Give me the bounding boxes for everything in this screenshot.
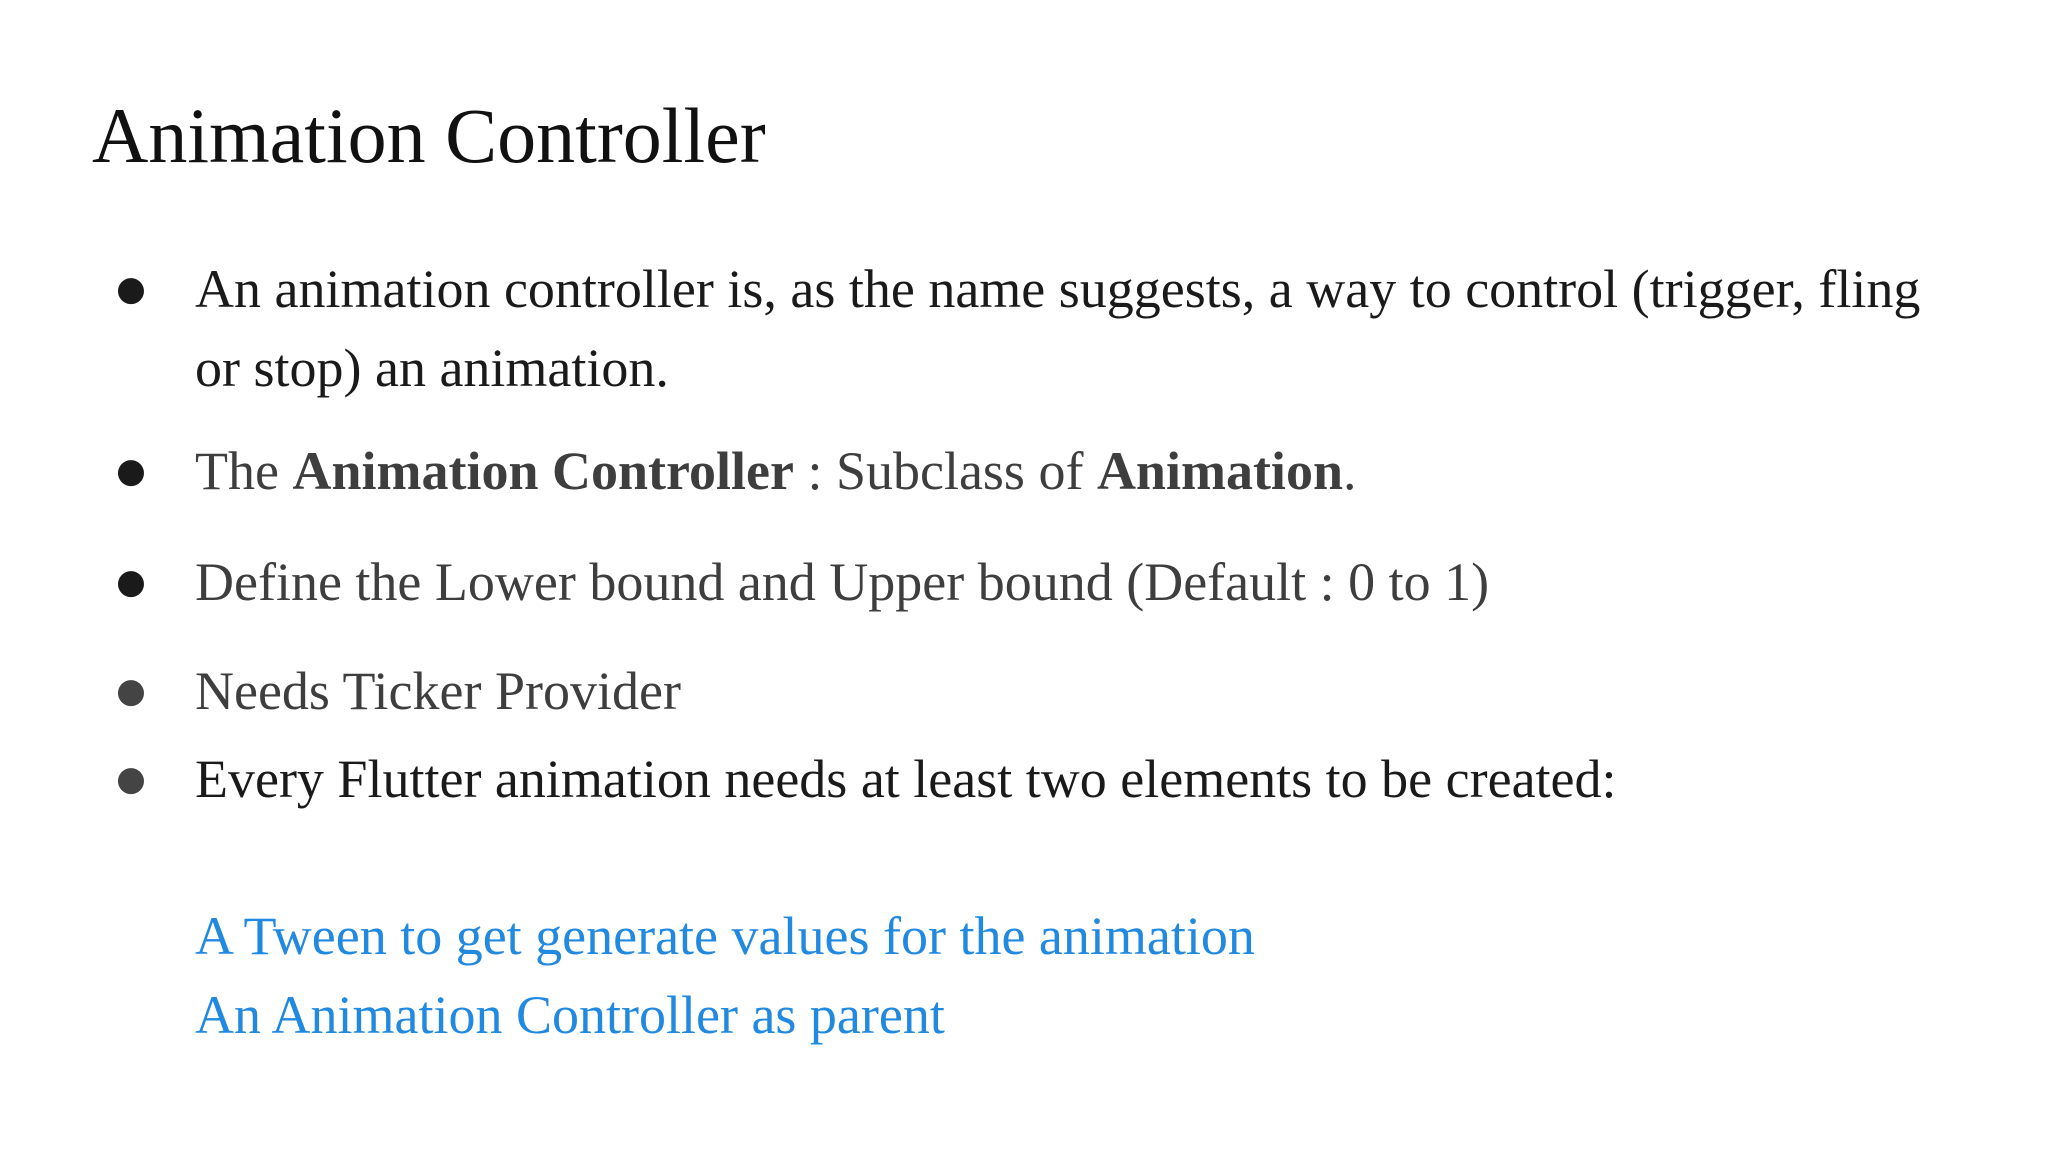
bullet-item-4 xyxy=(116,652,1955,731)
bullet-text-suffix: . xyxy=(1342,441,1357,501)
bullet-text: Every Flutter animation needs at least two elements to be created: xyxy=(195,749,1617,809)
bullet-icon: ● xyxy=(116,451,146,491)
bullet-item-2 xyxy=(116,432,1955,511)
bullet-item-5 xyxy=(116,740,1955,819)
bullet-text-bold-animation-controller: Animation Controller xyxy=(292,441,794,501)
bullet-text: Needs Ticker Provider xyxy=(195,661,681,721)
bullet-icon: ● xyxy=(116,562,146,602)
bullet-text-bold-animation: Animation xyxy=(1096,441,1343,501)
bullet-text-prefix: The xyxy=(195,441,293,501)
bullet-icon: ● xyxy=(116,269,146,309)
sub-item-tween: A Tween to get generate values for the animation xyxy=(195,906,1255,966)
bullet-text-middle: : Subclass of xyxy=(793,441,1097,501)
bullet-item-3 xyxy=(116,543,1955,622)
bullet-icon: ● xyxy=(116,671,146,711)
bullet-text: Define the Lower bound and Upper bound (Default : 0 to 1) xyxy=(195,552,1490,612)
bullet-text: An animation controller is, as the name suggests, a way to control (trigger, fling or stop) an animation. xyxy=(195,259,1921,398)
bullet-item-1 xyxy=(116,250,1955,408)
sub-item-animation-controller: An Animation Controller as parent xyxy=(195,985,945,1045)
bullet-icon: ● xyxy=(116,759,146,799)
slide-title: Animation Controller xyxy=(92,92,766,179)
